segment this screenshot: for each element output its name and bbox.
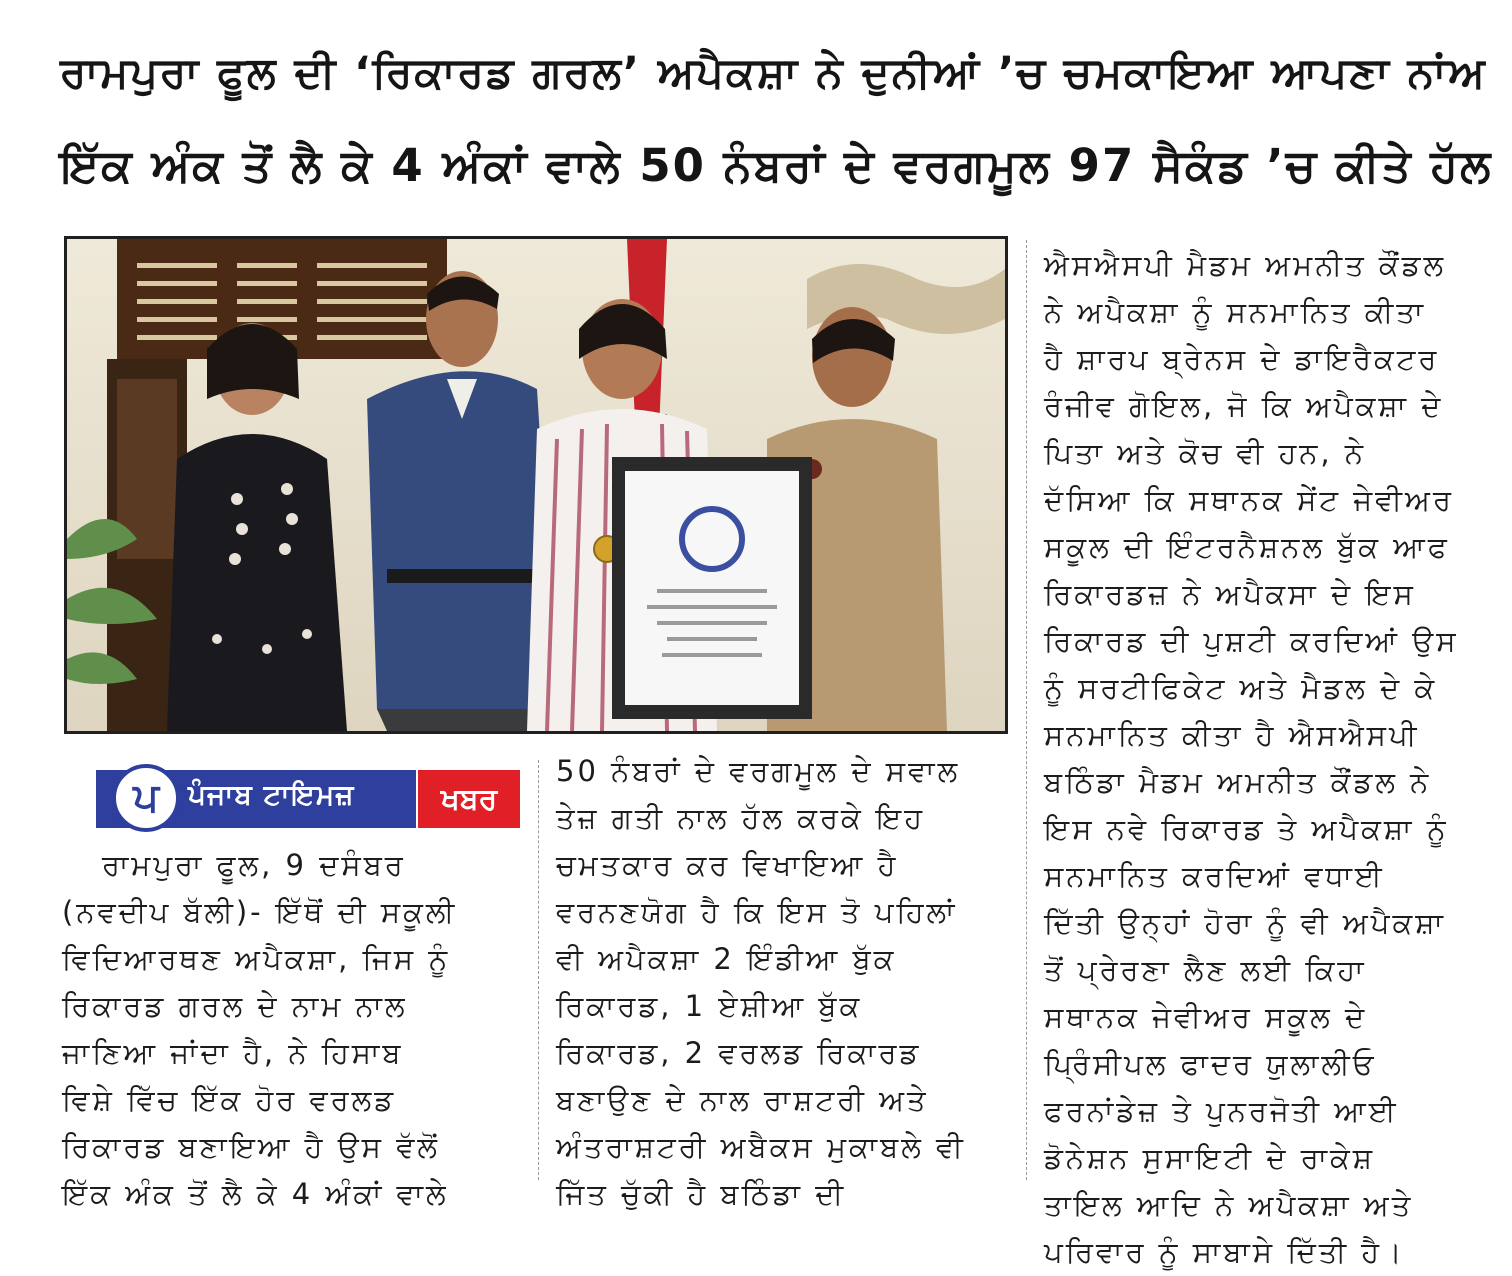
headline-line-2: ਇੱਕ ਅੰਕ ਤੋਂ ਲੈ ਕੇ 4 ਅੰਕਾਂ ਵਾਲੇ 50 ਨੰਬਰਾਂ ਦੇ ਵਰਗਮੂਲ 97 ਸੈਕੰਡ ’ਚ ਕੀਤੇ ਹੱਲ xyxy=(60,139,1493,192)
text-line: ਅੰਤਰਾਸ਼ਟਰੀ ਅਬੈਕਸ ਮੁਕਾਬਲੇ ਵੀ xyxy=(556,1130,966,1164)
text-line: ਸਥਾਨਕ ਜੇਵੀਅਰ ਸਕੂਲ ਦੇ xyxy=(1044,1000,1368,1034)
text-line: ਐਸਐਸਪੀ ਮੈਡਮ ਅਮਨੀਤ ਕੌਂਡਲ xyxy=(1044,248,1447,282)
text-line: ਰੰਜੀਵ ਗੋਇਲ, ਜੋ ਕਿ ਅਪੈਕਸ਼ਾ ਦੇ xyxy=(1044,389,1444,423)
text-line: ਵਿਸ਼ੇ ਵਿੱਚ ਇੱਕ ਹੋਰ ਵਰਲਡ xyxy=(62,1083,397,1117)
text-line: ਵੀ ਅਪੈਕਸ਼ਾ 2 ਇੰਡੀਆ ਬੁੱਕ xyxy=(556,942,897,976)
column-divider-1 xyxy=(538,760,539,1180)
text-line: ਰਿਕਾਰਡ ਦੀ ਪੁਸ਼ਟੀ ਕਰਦਿਆਂ ਉਸ xyxy=(1044,624,1459,658)
article-column-middle xyxy=(556,748,1012,1218)
text-line: ਸਕੂਲ ਦੀ ਇੰਟਰਨੈਸ਼ਨਲ ਬੁੱਕ ਆਫ xyxy=(1044,530,1450,564)
text-line: ਰਿਕਾਰਡ, 2 ਵਰਲਡ ਰਿਕਾਰਡ xyxy=(556,1036,922,1070)
text-line: ਜਿੱਤ ਚੁੱਕੀ ਹੈ ਬਠਿੰਡਾ ਦੀ xyxy=(556,1177,847,1211)
banner-publication-name: ਪੰਜਾਬ ਟਾਇਮਜ਼ xyxy=(188,778,355,811)
text-line: ਤਾਇਲ ਆਦਿ ਨੇ ਅਪੈਕਸ਼ਾ ਅਤੇ xyxy=(1044,1188,1414,1222)
text-line: ਹੈ ਸ਼ਾਰਪ ਬ੍ਰੇਨਸ ਦੇ ਡਾਇਰੈਕਟਰ xyxy=(1044,342,1440,376)
text-line: ਨੂੰ ਸਰਟੀਫਿਕੇਟ ਅਤੇ ਮੈਡਲ ਦੇ ਕੇ xyxy=(1044,671,1438,705)
text-line: ਵਰਨਣਯੋਗ ਹੈ ਕਿ ਇਸ ਤੋ ਪਹਿਲਾਂ xyxy=(556,895,958,929)
punjab-times-logo-icon xyxy=(112,764,180,832)
column-divider-2 xyxy=(1026,240,1027,1180)
text-line: ਰਿਕਾਰਡ ਗਰਲ ਦੇ ਨਾਮ ਨਾਲ xyxy=(62,989,408,1023)
text-line: ਤੋਂ ਪ੍ਰੇਰਣਾ ਲੈਣ ਲਈ ਕਿਹਾ xyxy=(1044,953,1367,987)
text-line: (ਨਵਦੀਪ ਬੱਲੀ)- ਇੱਥੋਂ ਦੀ ਸਕੂਲੀ xyxy=(62,895,458,929)
text-line: ਨੇ ਅਪੈਕਸ਼ਾ ਨੂੰ ਸਨਮਾਨਿਤ ਕੀਤਾ xyxy=(1044,295,1427,329)
text-line: ਫਰਨਾਂਡੇਜ਼ ਤੇ ਪੁਨਰਜੋਤੀ ਆਈ xyxy=(1044,1094,1399,1128)
photo-illustration xyxy=(67,239,1005,731)
banner-news-tag: ਖਬਰ xyxy=(418,770,520,828)
text-line: ਦਿੱਤੀ ਉਨ੍ਹਾਂ ਹੋਰਾ ਨੂੰ ਵੀ ਅਪੈਕਸ਼ਾ xyxy=(1044,906,1446,940)
news-photo xyxy=(64,236,1008,734)
text-line: ਸਨਮਾਨਿਤ ਕੀਤਾ ਹੈ ਐਸਐਸਪੀ xyxy=(1044,718,1420,752)
article-column-left xyxy=(62,842,522,1218)
text-line: ਰਿਕਾਰਡ, 1 ਏਸ਼ੀਆ ਬੁੱਕ xyxy=(556,989,863,1023)
text-line: ਬਣਾਉਣ ਦੇ ਨਾਲ ਰਾਸ਼ਟਰੀ ਅਤੇ xyxy=(556,1083,929,1117)
text-line: ਤੇਜ਼ ਗਤੀ ਨਾਲ ਹੱਲ ਕਰਕੇ ਇਹ xyxy=(556,801,926,835)
text-line: ਜਾਣਿਆ ਜਾਂਦਾ ਹੈ, ਨੇ ਹਿਸਾਬ xyxy=(62,1036,404,1070)
text-line: ਬਠਿੰਡਾ ਮੈਡਮ ਅਮਨੀਤ ਕੌਂਡਲ ਨੇ xyxy=(1044,765,1432,799)
text-line: ਡੋਨੇਸ਼ਨ ਸੁਸਾਇਟੀ ਦੇ ਰਾਕੇਸ਼ xyxy=(1044,1141,1376,1175)
text-line: ਸਨਮਾਨਿਤ ਕਰਦਿਆਂ ਵਧਾਈ xyxy=(1044,859,1385,893)
text-line: 50 ਨੰਬਰਾਂ ਦੇ ਵਰਗਮੂਲ ਦੇ ਸਵਾਲ xyxy=(556,754,961,788)
text-line: ਰਿਕਾਰਡ ਬਣਾਇਆ ਹੈ ਉਸ ਵੱਲੋਂ xyxy=(62,1130,440,1164)
punjab-times-banner xyxy=(96,770,520,828)
text-line: ਪਿਤਾ ਅਤੇ ਕੋਚ ਵੀ ਹਨ, ਨੇ xyxy=(1044,436,1366,470)
banner-blue-panel xyxy=(96,770,416,828)
text-line: ਦੱਸਿਆ ਕਿ ਸਥਾਨਕ ਸੇਂਟ ਜੇਵੀਅਰ xyxy=(1044,483,1454,517)
text-line: ਪਰਿਵਾਰ ਨੂੰ ਸਾਬਾਸੇ ਦਿੱਤੀ ਹੈ। xyxy=(1044,1235,1405,1269)
text-line: ਇਸ ਨਵੇ ਰਿਕਾਰਡ ਤੇ ਅਪੈਕਸ਼ਾ ਨੂੰ xyxy=(1044,812,1449,846)
text-line: ਪ੍ਰਿੰਸੀਪਲ ਫਾਦਰ ਯੁਲਾਲੀਓ xyxy=(1044,1047,1377,1081)
article-column-right xyxy=(1044,242,1506,1276)
headline-line-1: ਰਾਮਪੁਰਾ ਫੂਲ ਦੀ ‘ਰਿਕਾਰਡ ਗਰਲ’ ਅਪੈਕਸ਼ਾ ਨੇ ਦੁਨੀਆਂ ’ਚ ਚਮਕਾਇਆ ਆਪਣਾ ਨਾਂਅ xyxy=(60,49,1487,98)
text-line: ਰਿਕਾਰਡਜ਼ ਨੇ ਅਪੈਕਸਾ ਦੇ ਇਸ xyxy=(1044,577,1416,611)
text-line: ਰਾਮਪੁਰਾ ਫੂਲ, 9 ਦਸੰਬਰ xyxy=(102,848,406,882)
text-line: ਵਿਦਿਆਰਥਣ ਅਪੈਕਸ਼ਾ, ਜਿਸ ਨੂੰ xyxy=(62,942,451,976)
logo-glyph: ਪ xyxy=(133,775,159,821)
text-line: ਚਮਤਕਾਰ ਕਰ ਵਿਖਾਇਆ ਹੈ xyxy=(556,848,899,882)
text-line: ਇੱਕ ਅੰਕ ਤੋਂ ਲੈ ਕੇ 4 ਅੰਕਾਂ ਵਾਲੇ xyxy=(62,1177,449,1211)
